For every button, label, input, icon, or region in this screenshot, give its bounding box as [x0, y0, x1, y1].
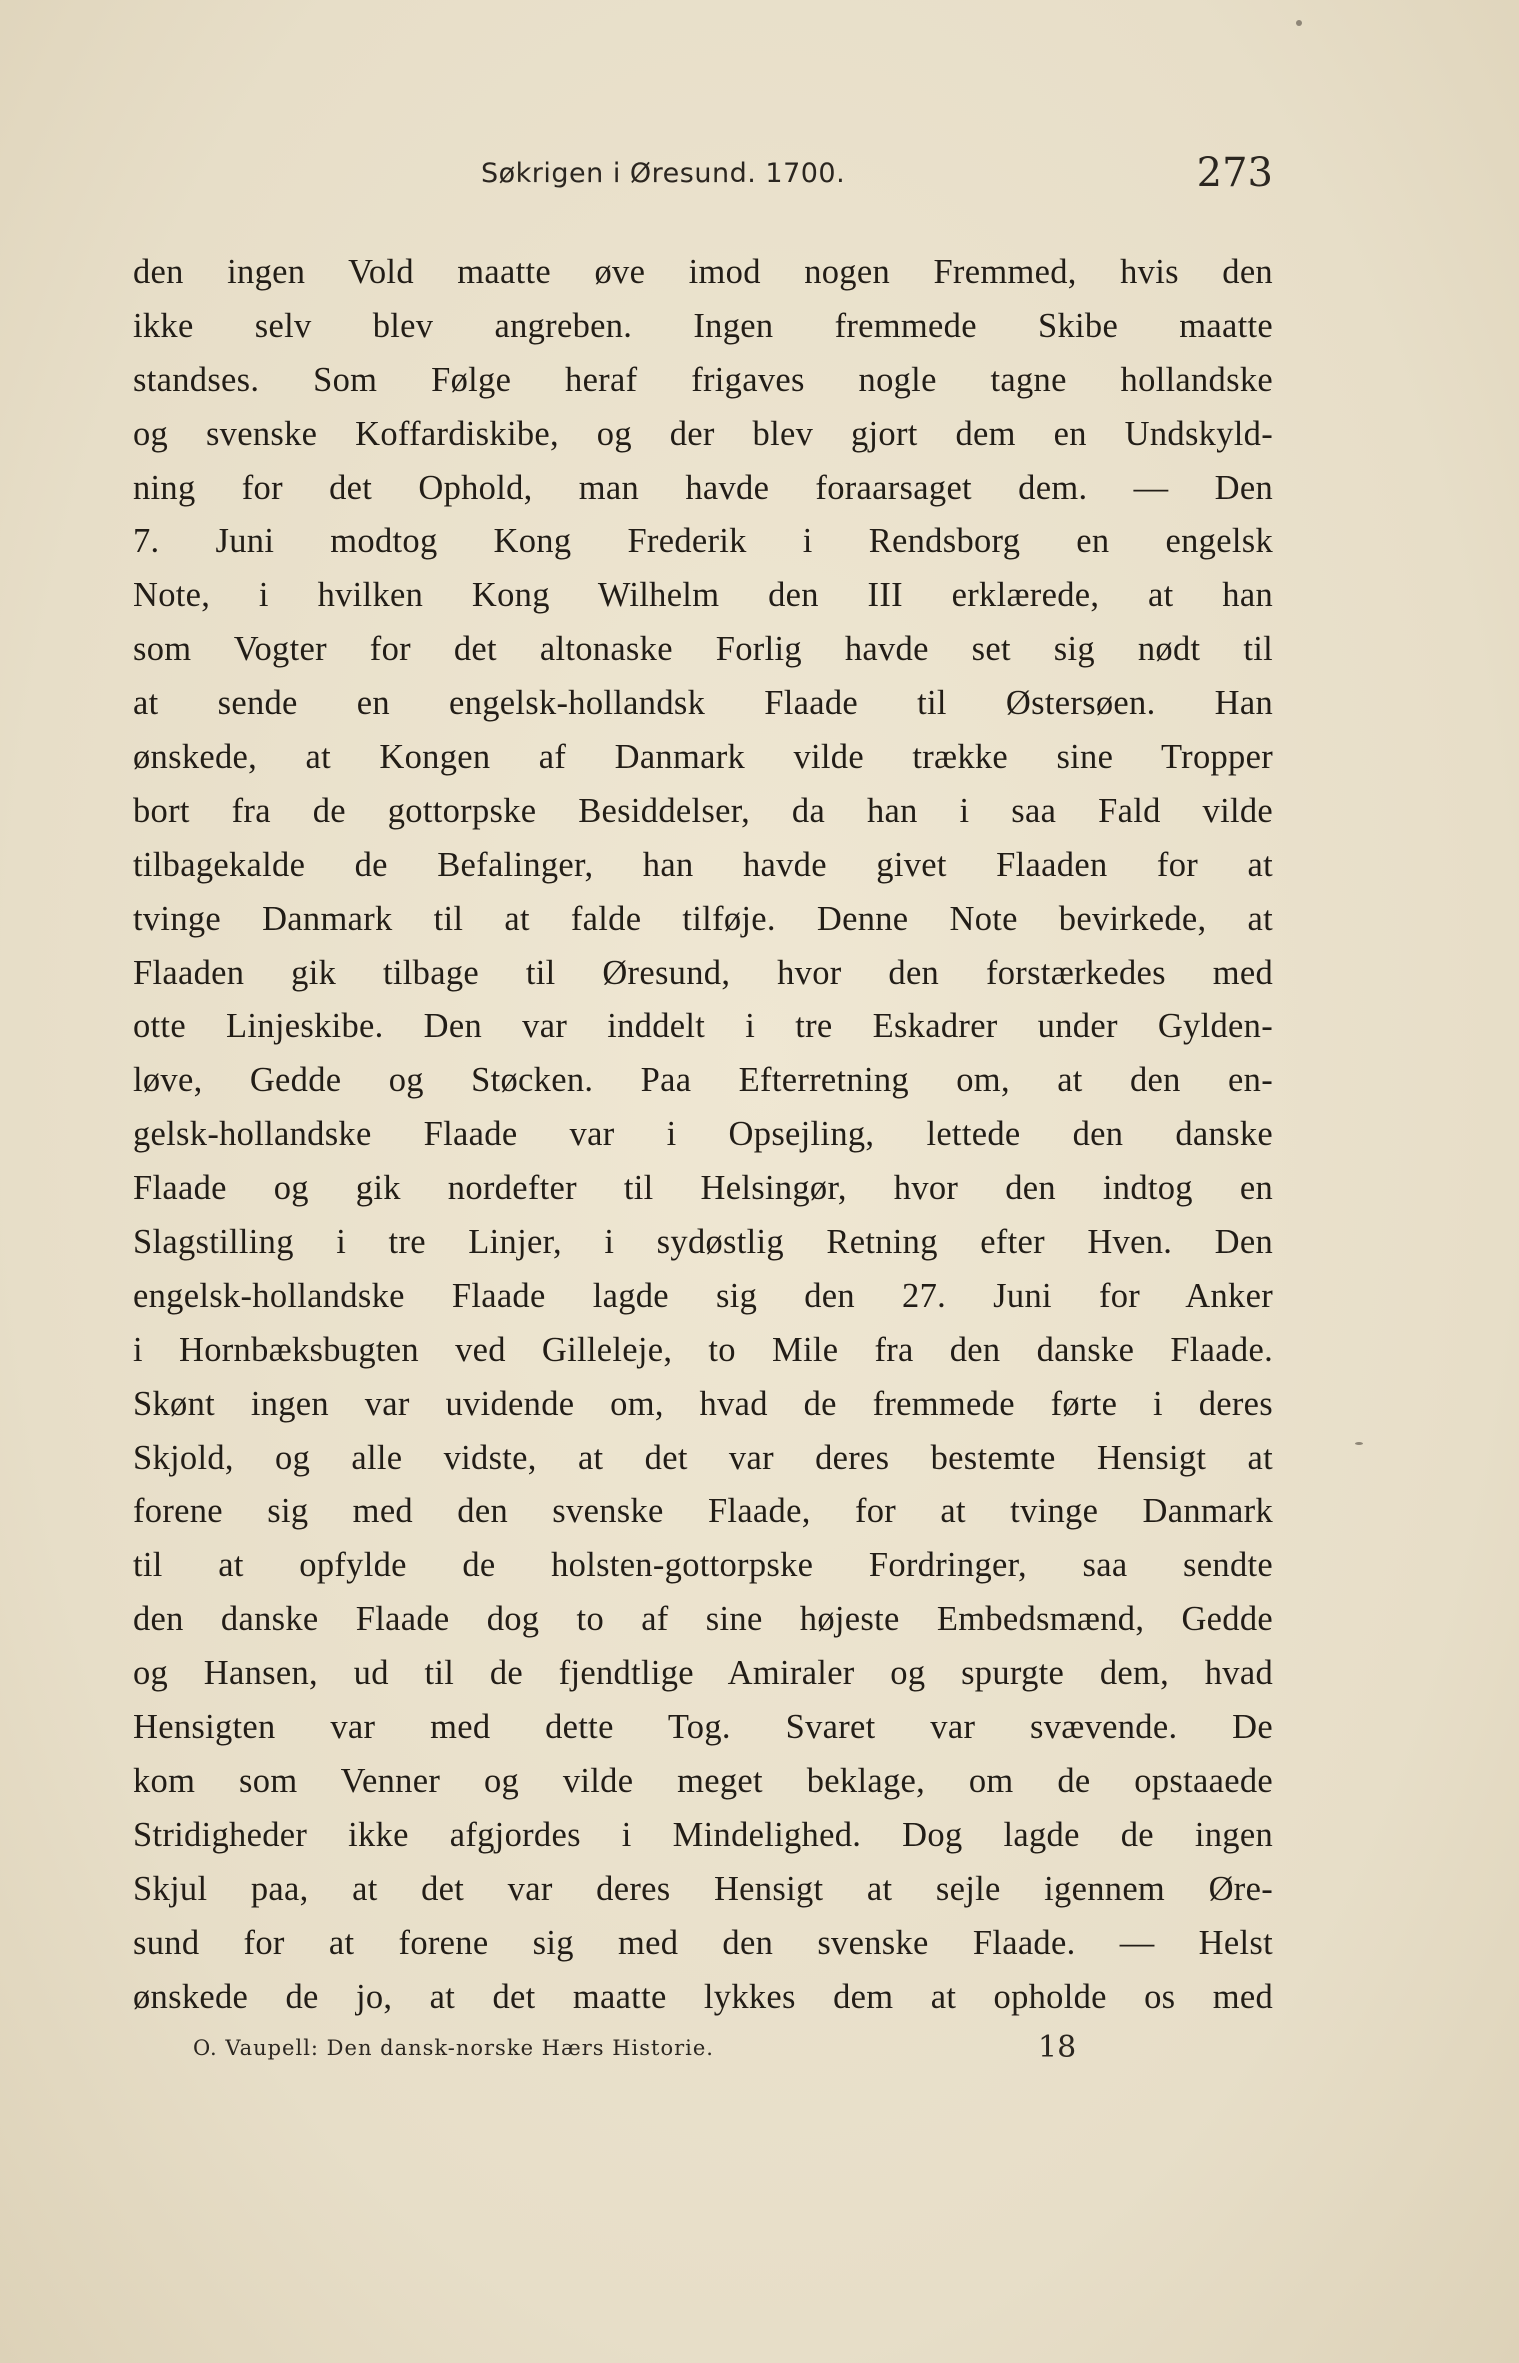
text-line: Note, i hvilken Kong Wilhelm den III erklærede, at han [133, 576, 1273, 615]
text-line: ønskede, at Kongen af Danmark vilde trække sine Tropper [133, 738, 1273, 777]
text-line: engelsk-hollandske Flaade lagde sig den 27. Juni for Anker [133, 1276, 1273, 1315]
text-line: Hensigten var med dette Tog. Svaret var svævende. De [133, 1708, 1273, 1747]
text-line: 7. Juni modtog Kong Frederik i Rendsborg en engelsk [133, 522, 1273, 561]
text-line: Skønt ingen var uvidende om, hvad de fremmede førte i deres [133, 1384, 1273, 1423]
text-line: tilbagekalde de Befalinger, han havde givet Flaaden for at [133, 845, 1273, 884]
text-line: i Hornbæksbugten ved Gilleleje, to Mile fra den danske Flaade. [133, 1330, 1273, 1369]
paper-speck [1355, 1442, 1363, 1445]
body-text [133, 246, 1273, 2024]
text-line: kom som Venner og vilde meget beklage, om de opstaaede [133, 1761, 1273, 1800]
text-line: ønskede de jo, at det maatte lykkes dem at opholde os med [133, 1977, 1273, 2016]
text-line: Skjul paa, at det var deres Hensigt at sejle igennem Øre- [133, 1869, 1273, 1908]
text-line: standses. Som Følge heraf frigaves nogle tagne hollandske [133, 360, 1273, 399]
text-line: til at opfylde de holsten-gottorpske Fordringer, saa sendte [133, 1546, 1273, 1585]
page-header [133, 150, 1273, 210]
footer-citation: O. Vaupell: Den dansk-norske Hærs Historie. [193, 2036, 714, 2060]
text-line: Stridigheder ikke afgjordes i Mindelighed. Dog lagde de ingen [133, 1815, 1273, 1854]
text-line: forene sig med den svenske Flaade, for at tvinge Danmark [133, 1492, 1273, 1531]
text-line: at sende en engelsk-hollandsk Flaade til Østersøen. Han [133, 684, 1273, 723]
text-line: Slagstilling i tre Linjer, i sydøstlig Retning efter Hven. Den [133, 1223, 1273, 1262]
text-line: tvinge Danmark til at falde tilføje. Denne Note bevirkede, at [133, 899, 1273, 938]
text-line: gelsk-hollandske Flaade var i Opsejling, lettede den danske [133, 1115, 1273, 1154]
text-line: ning for det Ophold, man havde foraarsaget dem. — Den [133, 468, 1273, 507]
text-line: og Hansen, ud til de fjendtlige Amiraler og spurgte dem, hvad [133, 1654, 1273, 1693]
text-line: som Vogter for det altonaske Forlig havde set sig nødt til [133, 630, 1273, 669]
running-head: Søkrigen i Øresund. 1700. [481, 158, 846, 189]
page-footer [133, 2030, 1273, 2070]
text-line: otte Linjeskibe. Den var inddelt i tre Eskadrer under Gylden- [133, 1007, 1273, 1046]
text-line: Flaade og gik nordefter til Helsingør, hvor den indtog en [133, 1169, 1273, 1208]
text-line: den danske Flaade dog to af sine højeste Embedsmænd, Gedde [133, 1600, 1273, 1639]
text-line: den ingen Vold maatte øve imod nogen Fremmed, hvis den [133, 253, 1273, 291]
paper-speck [1296, 20, 1302, 26]
text-line: Flaaden gik tilbage til Øresund, hvor den forstærkedes med [133, 953, 1273, 992]
page-number: 273 [1196, 150, 1273, 196]
text-line: og svenske Koffardiskibe, og der blev gjort dem en Undskyld- [133, 414, 1273, 453]
text-line: løve, Gedde og Støcken. Paa Efterretning om, at den en- [133, 1061, 1273, 1100]
text-line: ikke selv blev angreben. Ingen fremmede Skibe maatte [133, 306, 1273, 345]
signature-mark: 18 [1038, 2030, 1077, 2065]
text-line: bort fra de gottorpske Besiddelser, da han i saa Fald vilde [133, 791, 1273, 830]
text-line: sund for at forene sig med den svenske Flaade. — Helst [133, 1923, 1273, 1962]
text-line: Skjold, og alle vidste, at det var deres bestemte Hensigt at [133, 1438, 1273, 1477]
